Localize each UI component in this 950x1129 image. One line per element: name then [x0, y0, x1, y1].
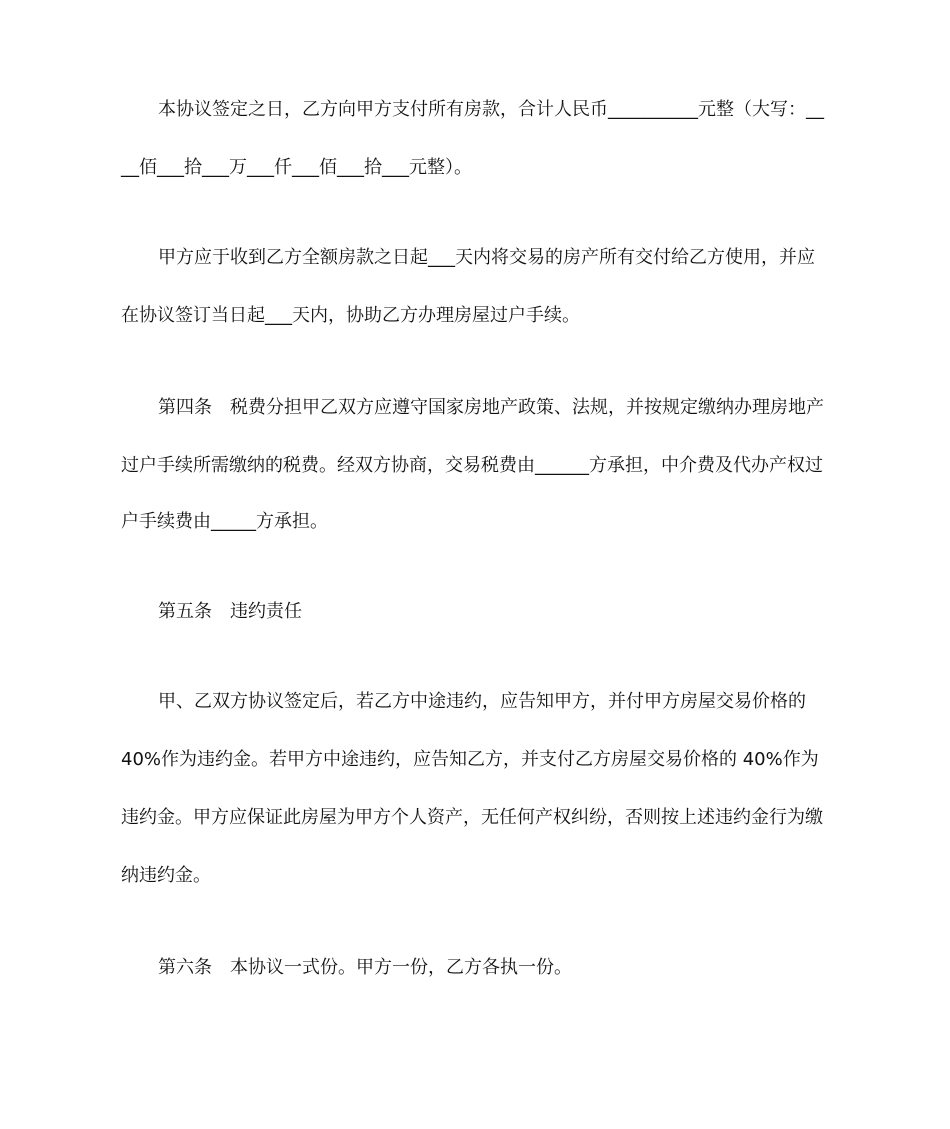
paragraph-payment-line-2: __佰___拾___万___仟___佰___拾___元整）。 [121, 157, 472, 178]
breach-paragraph-line-3: 违约金。甲方应保证此房屋为甲方个人资产，无任何产权纠纷，否则按上述违约金行为缴 [121, 807, 823, 828]
paragraph-payment-line-1: 本协议签定之日，乙方向甲方支付所有房款，合计人民币__________元整（大写：__ [158, 99, 824, 120]
breach-paragraph-line-4: 纳违约金。 [121, 865, 211, 886]
article-6-line-1: 第六条 本协议一式份。甲方一份，乙方各执一份。 [158, 957, 572, 978]
paragraph-delivery-line-1: 甲方应于收到乙方全额房款之日起___天内将交易的房产所有交付给乙方使用，并应 [158, 247, 815, 268]
breach-paragraph-line-2: 40%作为违约金。若甲方中途违约，应告知乙方，并支付乙方房屋交易价格的 40%作为 [121, 749, 819, 770]
article-4-line-2: 过户手续所需缴纳的税费。经双方协商，交易税费由______方承担，中介费及代办产权过 [121, 455, 823, 476]
article-4-line-1: 第四条 税费分担甲乙双方应遵守国家房地产政策、法规，并按规定缴纳办理房地产 [158, 397, 824, 418]
article-5-heading: 第五条 违约责任 [158, 601, 302, 622]
paragraph-delivery-line-2: 在协议签订当日起___天内，协助乙方办理房屋过户手续。 [121, 305, 580, 326]
article-4-line-3: 户手续费由_____方承担。 [121, 511, 328, 532]
breach-paragraph-line-1: 甲、乙双方协议签定后，若乙方中途违约，应告知甲方，并付甲方房屋交易价格的 [158, 691, 806, 712]
